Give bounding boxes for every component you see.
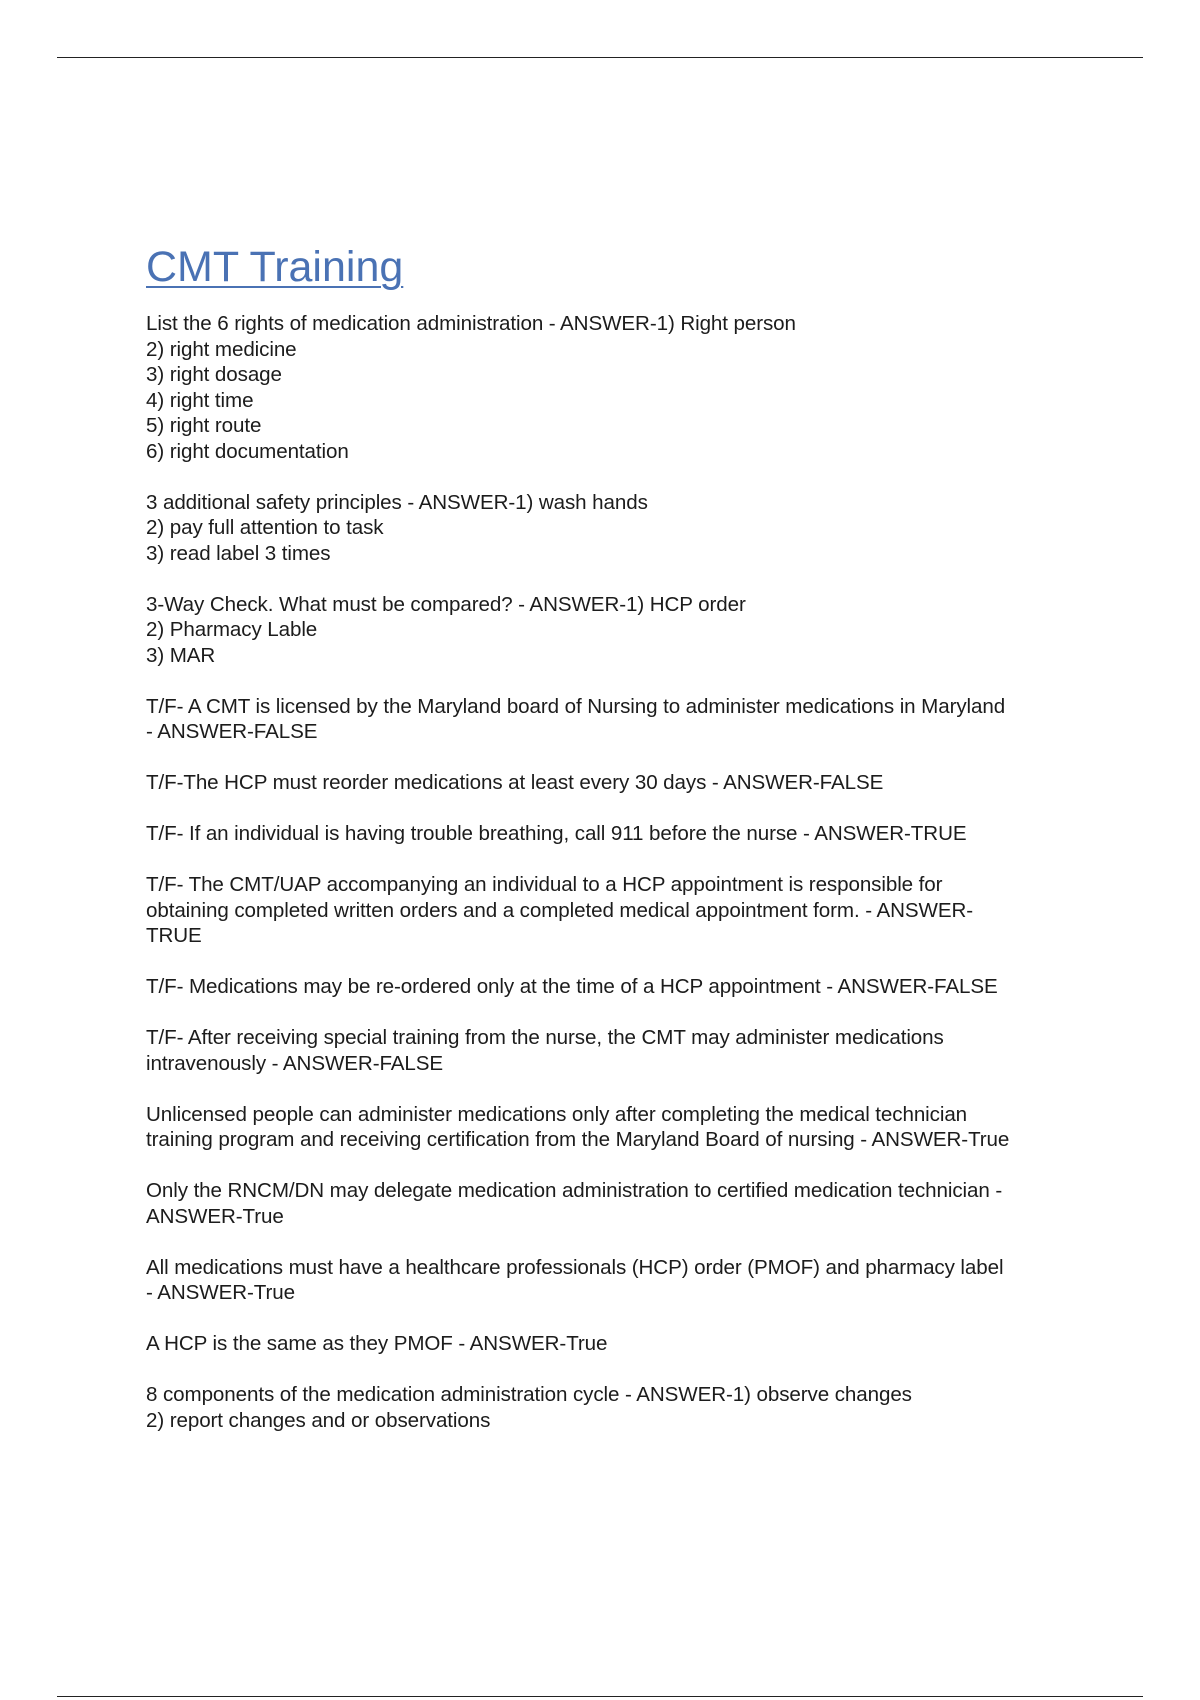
footer-divider: [57, 1696, 1143, 1697]
qa-line: 2) Pharmacy Lable: [146, 618, 318, 641]
qa-line: ANSWER-True: [146, 1204, 284, 1228]
qa-line: A HCP is the same as they PMOF - ANSWER-True: [146, 1332, 608, 1355]
qa-line: T/F- Medications may be re-ordered only at the time of a HCP appointment - ANSWER-FALSE: [146, 975, 998, 998]
qa-line: 8 components of the medication administration cycle - ANSWER-1) observe changes: [146, 1383, 912, 1406]
qa-line: T/F- A CMT is licensed by the Maryland board of Nursing to administer medications in Maryland: [146, 694, 1006, 718]
qa-line: 3) right dosage: [146, 363, 282, 386]
qa-entry: [146, 592, 1106, 669]
qa-entry: [146, 1331, 1106, 1357]
qa-line: T/F-The HCP must reorder medications at least every 30 days - ANSWER-FALSE: [146, 771, 884, 794]
qa-list: [146, 311, 1106, 1433]
qa-line: T/F- The CMT/UAP accompanying an individual to a HCP appointment is responsible for: [146, 873, 943, 896]
qa-entry: [146, 821, 1106, 847]
qa-line: 5) right route: [146, 414, 262, 437]
qa-line: T/F- After receiving special training from the nurse, the CMT may administer medications: [146, 1026, 944, 1049]
qa-line: - ANSWER-FALSE: [146, 720, 318, 743]
qa-line: 2) right medicine: [146, 337, 297, 361]
qa-line: 3 additional safety principles - ANSWER-1) wash hands: [146, 490, 648, 514]
qa-line: 3) read label 3 times: [146, 541, 331, 565]
qa-line: Unlicensed people can administer medications only after completing the medical technician: [146, 1102, 968, 1126]
document-title[interactable]: CMT Training: [146, 243, 404, 291]
document-body: [146, 243, 1106, 1459]
qa-line: 2) report changes and or observations: [146, 1408, 491, 1432]
qa-entry: [146, 770, 1106, 796]
qa-line: 3-Way Check. What must be compared? - ANSWER-1) HCP order: [146, 592, 746, 616]
qa-line: 2) pay full attention to task: [146, 516, 384, 539]
qa-entry: [146, 1255, 1106, 1306]
qa-line: T/F- If an individual is having trouble breathing, call 911 before the nurse - ANSWER-TRUE: [146, 822, 967, 845]
qa-entry: [146, 311, 1106, 464]
qa-line: obtaining completed written orders and a completed medical appointment form. - ANSWER-: [146, 898, 973, 922]
qa-entry: [146, 1102, 1106, 1153]
qa-line: 4) right time: [146, 388, 254, 412]
qa-line: intravenously - ANSWER-FALSE: [146, 1051, 444, 1075]
qa-entry: [146, 974, 1106, 1000]
qa-entry: [146, 490, 1106, 567]
qa-entry: [146, 1382, 1106, 1433]
qa-line: training program and receiving certification from the Maryland Board of nursing - ANSWER-True: [146, 1128, 1010, 1151]
qa-entry: [146, 1025, 1106, 1076]
qa-line: Only the RNCM/DN may delegate medication administration to certified medication technician -: [146, 1179, 1003, 1202]
qa-line: List the 6 rights of medication administration - ANSWER-1) Right person: [146, 312, 796, 335]
qa-line: - ANSWER-True: [146, 1281, 295, 1304]
header-divider: [57, 57, 1143, 58]
qa-line: TRUE: [146, 924, 202, 947]
qa-line: 3) MAR: [146, 643, 216, 667]
qa-line: 6) right documentation: [146, 439, 349, 463]
qa-entry: [146, 1178, 1106, 1229]
qa-line: All medications must have a healthcare professionals (HCP) order (PMOF) and pharmacy label: [146, 1255, 1004, 1279]
qa-entry: [146, 694, 1106, 745]
qa-entry: [146, 872, 1106, 949]
